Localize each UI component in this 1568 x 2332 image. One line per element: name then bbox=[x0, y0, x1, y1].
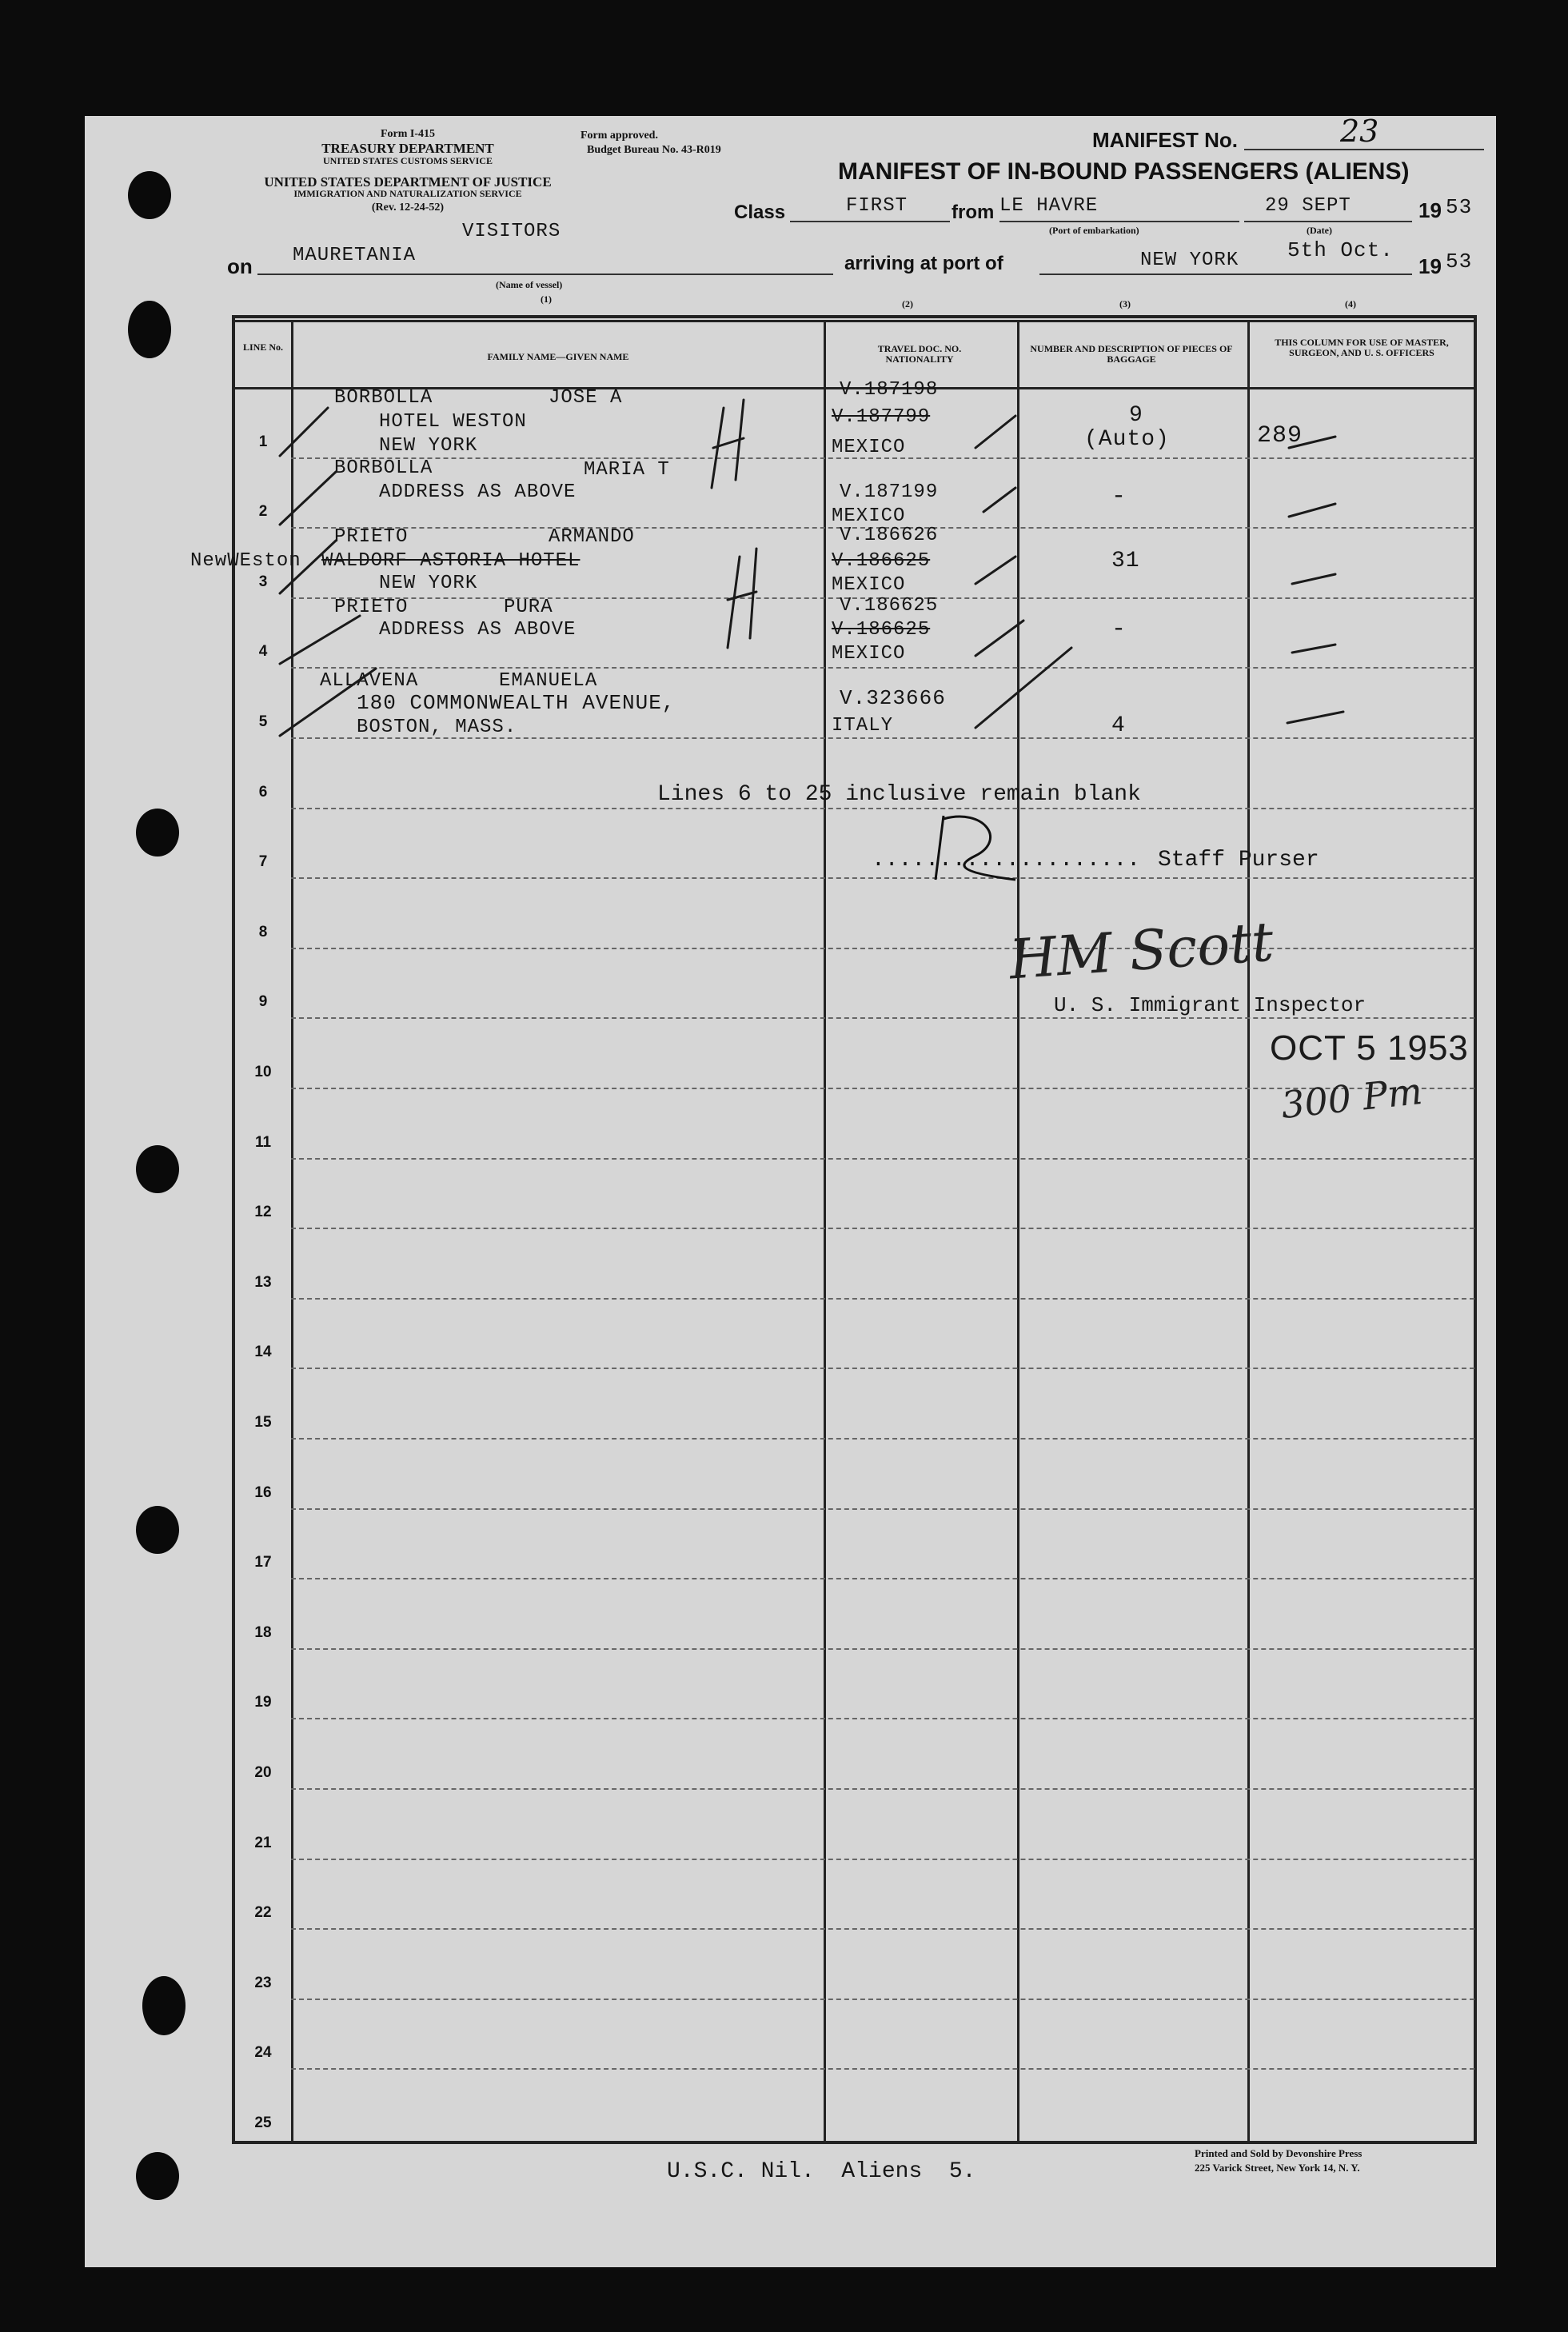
row-divider bbox=[291, 948, 1474, 949]
blank-lines-note: Lines 6 to 25 inclusive remain blank bbox=[657, 782, 1141, 807]
purser-label: Staff Purser bbox=[1158, 848, 1319, 873]
baggage-count: 9 bbox=[1129, 403, 1143, 428]
form-number: Form I-415 bbox=[380, 128, 436, 140]
row-divider bbox=[291, 1578, 1474, 1579]
baggage-count: 4 bbox=[1111, 713, 1126, 738]
line-number: 14 bbox=[254, 1344, 272, 1360]
arriving-label: arriving at port of bbox=[844, 253, 1003, 274]
line-number: 12 bbox=[254, 1204, 272, 1220]
family-name: PRIETO bbox=[334, 526, 409, 548]
manifest-number: 23 bbox=[1340, 114, 1379, 149]
travel-doc-struck: V.186625 bbox=[832, 550, 931, 572]
time-note: 300 Pm bbox=[1279, 1068, 1425, 1128]
sailing-year: 53 bbox=[1446, 195, 1473, 219]
travel-doc: V.186625 bbox=[840, 595, 939, 617]
class-label: Class bbox=[734, 202, 786, 223]
address-line: NEW YORK bbox=[379, 435, 478, 457]
row-divider bbox=[291, 1438, 1474, 1440]
ins-service: IMMIGRATION AND NATURALIZATION SERVICE bbox=[293, 188, 522, 199]
row-divider bbox=[291, 1017, 1474, 1019]
from-port: LE HAVRE bbox=[999, 195, 1099, 217]
row-divider bbox=[291, 1788, 1474, 1790]
line-number: 5 bbox=[258, 713, 268, 730]
travel-doc-struck: V.187799 bbox=[832, 406, 931, 428]
vessel-note: (Name of vessel) bbox=[496, 279, 563, 290]
punch-hole bbox=[128, 171, 171, 219]
manifest-title: MANIFEST OF IN-BOUND PASSENGERS (ALIENS) bbox=[838, 158, 1410, 185]
vessel-name: MAURETANIA bbox=[293, 245, 417, 266]
family-name: BORBOLLA bbox=[334, 387, 433, 409]
line-number: 17 bbox=[254, 1554, 272, 1571]
travel-doc: V.187199 bbox=[840, 481, 939, 503]
on-label: on bbox=[227, 254, 253, 278]
col-header-officers: THIS COLUMN FOR USE OF MASTER, SURGEON, AND U. S. OFFICERS bbox=[1275, 337, 1449, 358]
col-header-name: FAMILY NAME—GIVEN NAME bbox=[487, 351, 629, 362]
line-number: 1 bbox=[258, 433, 268, 450]
given-name: MARIA T bbox=[584, 459, 670, 481]
line-number: 24 bbox=[254, 2044, 272, 2061]
line-number: 13 bbox=[254, 1274, 272, 1291]
manifest-label: MANIFEST No. bbox=[1092, 128, 1238, 152]
date-stamp: OCT 5 1953 bbox=[1270, 1028, 1469, 1068]
row-divider bbox=[291, 1508, 1474, 1510]
travel-doc: V.187198 bbox=[840, 379, 939, 401]
row-divider bbox=[291, 1859, 1474, 1860]
embarkation-note: (Port of embarkation) bbox=[1049, 225, 1139, 236]
visitors-label: VISITORS bbox=[462, 221, 561, 242]
line-number: 15 bbox=[254, 1414, 272, 1431]
line-number: 19 bbox=[254, 1694, 272, 1711]
year-prefix-2: 19 bbox=[1418, 254, 1442, 278]
col3-no: (3) bbox=[1119, 298, 1131, 309]
punch-hole bbox=[136, 809, 179, 857]
row-divider bbox=[291, 2068, 1474, 2070]
col4-no: (4) bbox=[1345, 298, 1356, 309]
punch-hole bbox=[128, 301, 171, 358]
given-name: ARMANDO bbox=[549, 526, 635, 548]
baggage-count: - bbox=[1111, 616, 1127, 643]
arrival-year: 53 bbox=[1446, 250, 1473, 274]
sailing-date: 29 SEPT bbox=[1265, 195, 1351, 217]
punch-hole bbox=[136, 1145, 179, 1193]
revision: (Rev. 12-24-52) bbox=[371, 202, 445, 214]
from-label: from bbox=[952, 202, 995, 223]
line-number: 6 bbox=[258, 784, 268, 801]
travel-doc: V.186626 bbox=[840, 525, 939, 546]
address-line: HOTEL WESTON bbox=[379, 411, 527, 433]
row-divider bbox=[291, 808, 1474, 809]
nationality: ITALY bbox=[832, 715, 894, 737]
row-divider bbox=[291, 1368, 1474, 1369]
printer-address: 225 Varick Street, New York 14, N. Y. bbox=[1195, 2162, 1360, 2174]
line-number: 20 bbox=[254, 1764, 272, 1781]
row-divider bbox=[291, 1228, 1474, 1229]
row-divider bbox=[291, 1928, 1474, 1930]
address-line: ADDRESS AS ABOVE bbox=[379, 481, 577, 503]
address-line: ADDRESS AS ABOVE bbox=[379, 619, 577, 641]
row-divider bbox=[291, 1999, 1474, 2000]
line-number: 3 bbox=[258, 573, 268, 590]
punch-hole bbox=[142, 1976, 186, 2035]
punch-hole bbox=[136, 1506, 179, 1554]
family-name: ALLAVENA bbox=[320, 670, 419, 692]
line-number: 25 bbox=[254, 2114, 272, 2131]
summary-note: U.S.C. Nil. Aliens 5. bbox=[667, 2159, 976, 2184]
row-divider bbox=[291, 1718, 1474, 1719]
address-line: WALDORF ASTORIA HOTEL bbox=[321, 550, 581, 572]
baggage-description: (Auto) bbox=[1084, 427, 1170, 452]
line-number: 23 bbox=[254, 1975, 272, 1991]
punch-hole bbox=[136, 2152, 179, 2200]
check-marks bbox=[264, 384, 1415, 752]
vessel-col-no: (1) bbox=[541, 293, 552, 305]
nationality: MEXICO bbox=[832, 574, 906, 596]
given-name: EMANUELA bbox=[499, 670, 598, 692]
class-value: FIRST bbox=[846, 195, 908, 217]
line-number: 21 bbox=[254, 1835, 272, 1851]
line-number: 4 bbox=[258, 643, 268, 660]
justice-dept: UNITED STATES DEPARTMENT OF JUSTICE bbox=[264, 174, 552, 190]
budget-bureau: Budget Bureau No. 43-R019 bbox=[587, 144, 721, 156]
purser-dots: .................... bbox=[872, 848, 1141, 873]
baggage-count: - bbox=[1111, 483, 1127, 510]
printer-name: Printed and Sold by Devonshire Press bbox=[1195, 2147, 1363, 2159]
row-divider bbox=[291, 877, 1474, 879]
given-name: JOSE A bbox=[549, 387, 623, 409]
inspector-label: U. S. Immigrant Inspector bbox=[1054, 993, 1367, 1017]
margin-note: NewWEston bbox=[190, 550, 301, 572]
arrival-port: NEW YORK bbox=[1140, 250, 1239, 271]
baggage-count: 31 bbox=[1111, 549, 1140, 573]
address-line: 180 COMMONWEALTH AVENUE, bbox=[357, 691, 676, 715]
travel-doc-struck: V.186625 bbox=[832, 619, 931, 641]
col-header-line-no: LINE No. bbox=[242, 341, 283, 353]
family-name: PRIETO bbox=[334, 597, 409, 618]
row-divider bbox=[291, 1648, 1474, 1650]
address-line: BOSTON, MASS. bbox=[357, 717, 517, 738]
purser-initial bbox=[912, 808, 1039, 888]
year-prefix: 19 bbox=[1418, 198, 1442, 222]
officer-note: 289 bbox=[1257, 422, 1303, 449]
line-number: 7 bbox=[258, 853, 268, 870]
nationality: MEXICO bbox=[832, 643, 906, 665]
inspector-signature: HM Scott bbox=[1007, 910, 1276, 992]
address-line: NEW YORK bbox=[379, 573, 478, 594]
nationality: MEXICO bbox=[832, 437, 906, 458]
line-number: 16 bbox=[254, 1484, 272, 1501]
line-number: 18 bbox=[254, 1624, 272, 1641]
line-number: 10 bbox=[254, 1064, 272, 1080]
form-approved: Form approved. bbox=[581, 130, 658, 142]
customs-service: UNITED STATES CUSTOMS SERVICE bbox=[323, 155, 493, 166]
line-number: 9 bbox=[258, 993, 268, 1010]
nationality: MEXICO bbox=[832, 505, 906, 527]
col2-no: (2) bbox=[902, 298, 913, 309]
arrival-date: 5th Oct. bbox=[1287, 238, 1394, 262]
col-header-baggage: NUMBER AND DESCRIPTION OF PIECES OF BAGGAGE bbox=[1030, 343, 1233, 365]
row-divider bbox=[291, 1158, 1474, 1160]
date-note: (Date) bbox=[1307, 225, 1332, 236]
given-name: PURA bbox=[504, 597, 553, 618]
col-header-travel-doc: TRAVEL DOC. NO. NATIONALITY bbox=[877, 343, 962, 365]
line-number: 22 bbox=[254, 1904, 272, 1921]
line-number: 11 bbox=[254, 1134, 272, 1151]
row-divider bbox=[291, 1298, 1474, 1300]
line-number: 8 bbox=[258, 924, 268, 940]
treasury-dept: TREASURY DEPARTMENT bbox=[321, 141, 494, 156]
line-number: 2 bbox=[258, 503, 268, 520]
family-name: BORBOLLA bbox=[334, 457, 433, 479]
travel-doc: V.323666 bbox=[840, 686, 946, 710]
